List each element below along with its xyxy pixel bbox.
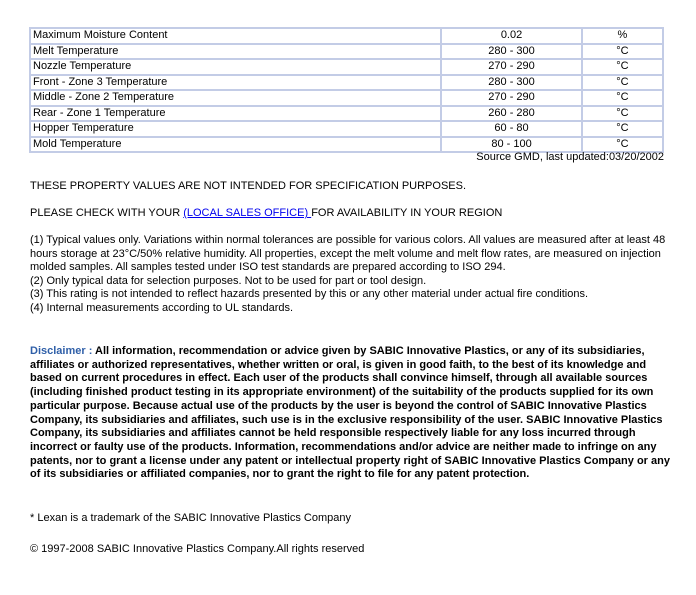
footnotes	[30, 234, 670, 315]
availability-suffix: FOR AVAILABILITY IN YOUR REGION	[311, 207, 503, 219]
disclaimer-label: Disclaimer :	[30, 345, 96, 357]
table-row	[30, 44, 663, 60]
property-name: Middle - Zone 2 Temperature	[30, 90, 441, 106]
availability-notice	[30, 207, 502, 221]
property-value: 270 - 290	[441, 59, 582, 75]
property-value: 0.02	[441, 28, 582, 44]
table-row	[30, 75, 663, 91]
copyright-notice: © 1997-2008 SABIC Innovative Plastics Company.All rights reserved	[30, 543, 365, 555]
property-name: Melt Temperature	[30, 44, 441, 60]
trademark-note: * Lexan is a trademark of the SABIC Innovative Plastics Company	[30, 512, 351, 524]
table-row	[30, 28, 663, 44]
property-unit: %	[582, 28, 663, 44]
property-name: Maximum Moisture Content	[30, 28, 441, 44]
property-unit: °C	[582, 106, 663, 122]
property-value: 280 - 300	[441, 75, 582, 91]
table-row	[30, 121, 663, 137]
property-value: 260 - 280	[441, 106, 582, 122]
property-unit: °C	[582, 121, 663, 137]
availability-prefix: PLEASE CHECK WITH YOUR	[30, 207, 184, 219]
property-unit: °C	[582, 59, 663, 75]
property-name: Rear - Zone 1 Temperature	[30, 106, 441, 122]
property-unit: °C	[582, 44, 663, 60]
property-value: 60 - 80	[441, 121, 582, 137]
local-sales-office-link[interactable]: (LOCAL SALES OFFICE)	[183, 207, 312, 219]
specification-notice: THESE PROPERTY VALUES ARE NOT INTENDED FOR SPECIFICATION PURPOSES.	[30, 180, 467, 192]
footnote-3: (3) This rating is not intended to reflect hazards presented by this or any other material under actual fire conditions.	[30, 288, 589, 300]
processing-properties-table	[29, 27, 664, 153]
property-value: 80 - 100	[441, 137, 582, 153]
disclaimer	[30, 345, 670, 482]
footnote-2: (2) Only typical data for selection purposes. Not to be used for part or tool design.	[30, 274, 427, 287]
source-note: Source GMD, last updated:03/20/2002	[476, 151, 664, 163]
property-unit: °C	[582, 137, 663, 153]
property-value: 280 - 300	[441, 44, 582, 60]
table-row	[30, 59, 663, 75]
property-name: Nozzle Temperature	[30, 59, 441, 75]
property-name: Front - Zone 3 Temperature	[30, 75, 441, 91]
disclaimer-text: All information, recommendation or advice given by SABIC Innovative Plastics, or any of its subsidiaries, affiliates or authorized representatives, whether written or oral, is given in good faith, to the best of its knowledge and based on current procedures in effect. Each user of the products shall convince himself, through all available sources (including finished product testing in its appropriate environment) of the suitability of the products supplied for its own particular purpose. Because actual use of the products by the user is beyond the control of SABIC Innovative Plastics Company, its subsidiaries and affiliates, such use is in the exclusive responsibility of the user. SABIC Innovative Plastics Company, its subsidiaries and affiliates cannot be held responsible respectively liable for any loss incurred through incorrect or faulty use of the products. Information, recommendations and/or advice are neither made to infringe on any patents, nor to grant a license under any patent or intellectual property right of SABIC Innovative Plastics Company or any of its subsidiaries or affiliated companies, nor to grant the right to file for any patent protection.	[30, 345, 670, 481]
property-name: Mold Temperature	[30, 137, 441, 153]
footnote-1: (1) Typical values only. Variations within normal tolerances are possible for various colors. All values are measured after at least 48 hours storage at 23°C/50% relative humidity. All properties, except the melt volume and melt flow rates, are measured on injection molded samples. All samples tested under ISO test standards are prepared according to ISO 294.	[30, 234, 666, 273]
table-row	[30, 106, 663, 122]
table-row	[30, 137, 663, 153]
property-value: 270 - 290	[441, 90, 582, 106]
property-unit: °C	[582, 75, 663, 91]
table-row	[30, 90, 663, 106]
property-unit: °C	[582, 90, 663, 106]
property-name: Hopper Temperature	[30, 121, 441, 137]
footnote-4: (4) Internal measurements according to UL standards.	[30, 301, 294, 314]
